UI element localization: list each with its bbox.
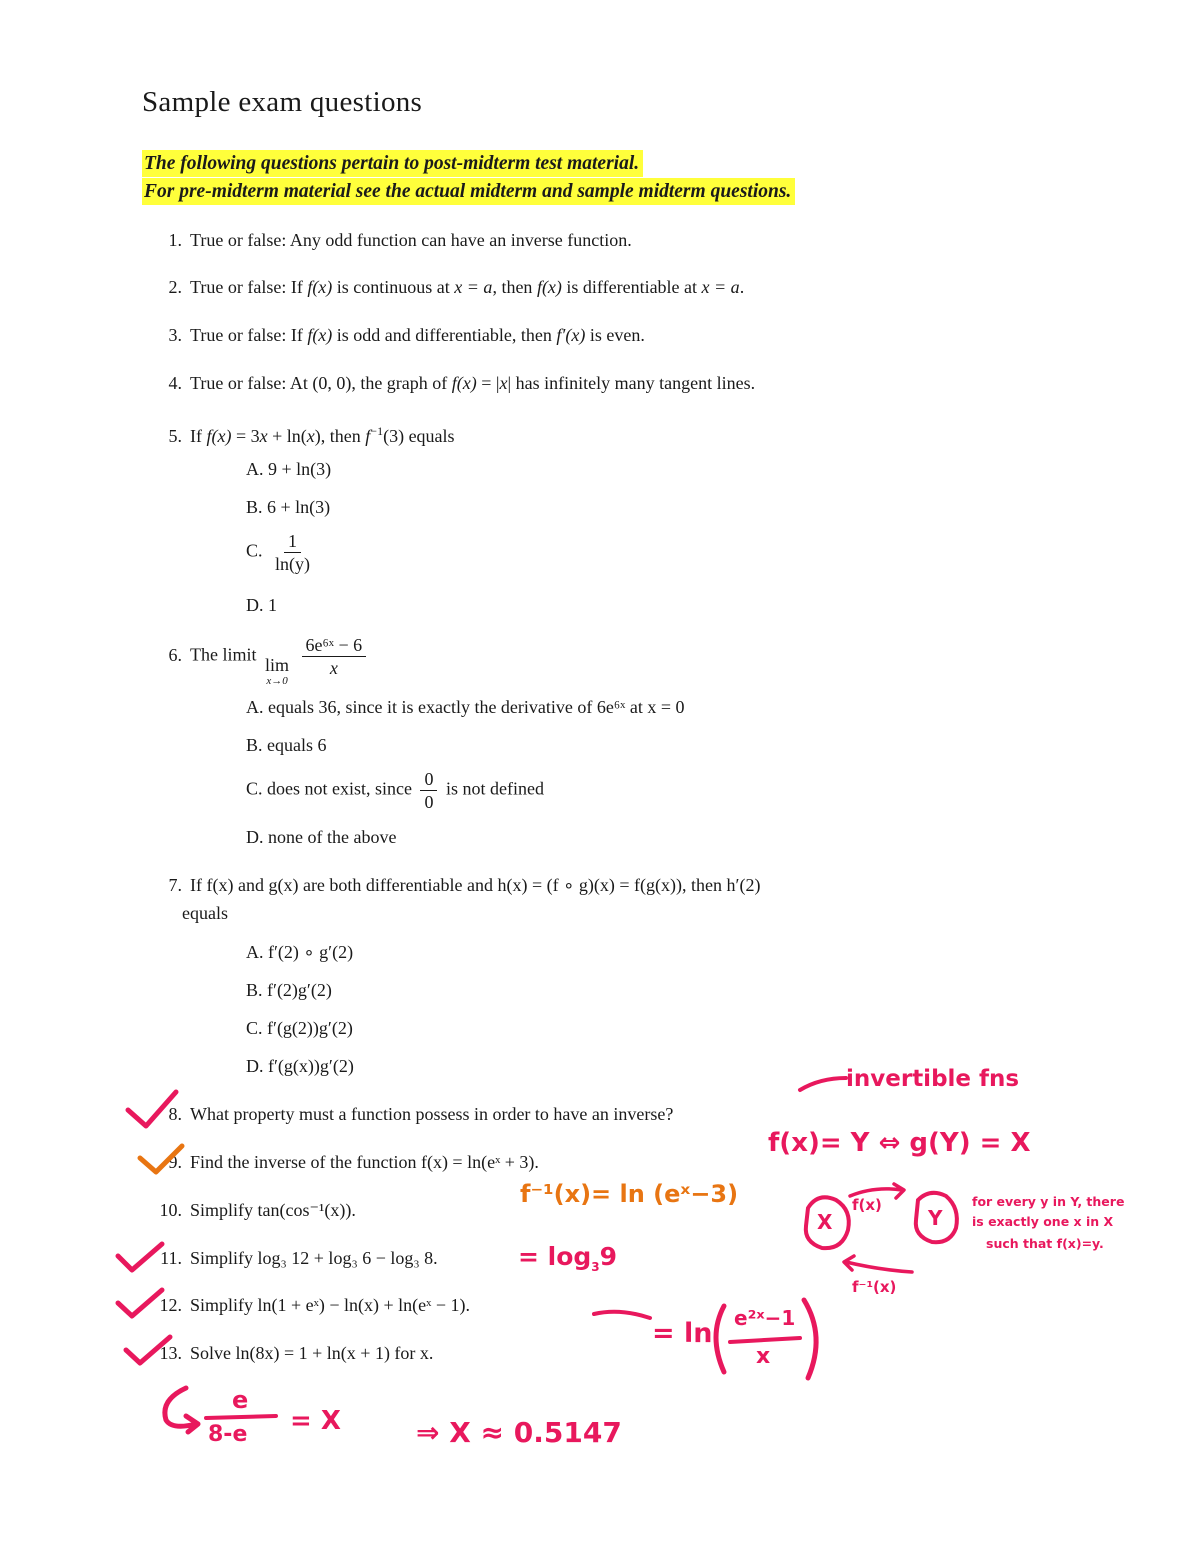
question-text: Simplify tan(cos⁻¹(x)).: [190, 1200, 356, 1220]
connector-line: [594, 1312, 650, 1318]
annotation-approx: ⇒ X ≈ 0.5147: [416, 1416, 622, 1449]
question-text-part: True or false: If: [190, 325, 308, 345]
question-text: Solve ln(8x) = 1 + ln(x + 1) for x.: [190, 1343, 434, 1363]
question-number: 7.: [168, 875, 182, 895]
question-number: 6.: [168, 644, 182, 665]
option-7c: C. f′(g(2))g′(2): [246, 1018, 353, 1038]
question-text-part: is odd and differentiable, then: [332, 325, 557, 345]
fraction-denominator: 0: [424, 792, 434, 812]
option-5a: A. 9 + ln(3): [246, 459, 332, 479]
math-expr: f(x): [307, 325, 333, 345]
question-text-part: , then: [492, 277, 537, 297]
question-9: [142, 1150, 539, 1174]
dash-stroke: [800, 1078, 846, 1090]
question-text: True or false: Any odd function can have an inverse function.: [190, 230, 632, 250]
annotation-equals-x: = X: [290, 1406, 341, 1436]
annotation-note-line2: is exactly one x in X: [972, 1214, 1114, 1229]
math-expr: f(x): [206, 426, 232, 446]
question-text: Simplify ln(1 + eˣ) − ln(x) + ln(eˣ − 1).: [190, 1295, 470, 1315]
fraction-denominator: x: [329, 658, 338, 678]
hook-arrow-icon: [165, 1388, 198, 1432]
annotation-fxy: f(x)= Y ⇔ g(Y) = X: [768, 1128, 1031, 1158]
fraction-bar-stroke: [730, 1338, 800, 1342]
option-text: C. does not exist, since: [246, 778, 412, 799]
question-8: [142, 1102, 673, 1126]
question-3: [142, 323, 645, 347]
annotation-ln-numerator: e²ˣ−1: [734, 1306, 796, 1330]
option-7b: B. f′(2)g′(2): [246, 980, 332, 1000]
fraction-bar-stroke: [206, 1416, 276, 1418]
question-text-part: (3) equals: [383, 426, 455, 446]
arrow-left-icon: [844, 1256, 912, 1272]
fraction: [302, 634, 367, 679]
question-text-part: ), then: [314, 426, 366, 446]
question-12: [142, 1293, 470, 1317]
math-expr: f(x): [451, 373, 477, 393]
question-text-part: .: [739, 277, 745, 297]
log-arg: 9: [599, 1242, 618, 1271]
annotation-x-set: X: [817, 1210, 833, 1234]
math-expr: f(x): [307, 277, 333, 297]
notice-line-1: The following questions pertain to post-midterm test material.: [142, 150, 643, 177]
math-expr: f′(x): [556, 325, 586, 345]
limit-operator: [265, 654, 290, 689]
question-text-part: = |: [476, 373, 500, 393]
question-11: [142, 1246, 438, 1270]
annotation-note-line3: such that f(x)=y.: [986, 1236, 1104, 1251]
question-text: If f(x) and g(x) are both differentiable and h(x) = (f ∘ g)(x) = f(g(x)), then h′(2): [190, 875, 761, 895]
question-13: [142, 1341, 433, 1365]
question-text-part: True or false: At (0, 0), the graph of: [190, 373, 452, 393]
question-text-part: is even.: [585, 325, 645, 345]
math-expr: x = a: [454, 277, 493, 297]
annotation-log-answer: [518, 1242, 617, 1274]
option-5c: [246, 530, 318, 575]
math-sup: −1: [370, 424, 384, 438]
question-text: Simplify log₃ 12 + log₃ 6 − log₃ 8.: [190, 1248, 438, 1268]
question-number: 5.: [168, 426, 182, 446]
math-expr: f(x): [536, 277, 562, 297]
question-text-part: | has infinitely many tangent lines.: [507, 373, 756, 393]
option-6b: B. equals 6: [246, 735, 327, 755]
log-base: 3: [591, 1260, 600, 1274]
annotation-e-denominator: 8-e: [208, 1422, 248, 1447]
question-text-part: The limit: [190, 644, 257, 665]
math-expr: x: [499, 373, 508, 393]
math-expr: x = a: [701, 277, 740, 297]
annotation-invertible: invertible fns: [846, 1066, 1020, 1092]
option-5d: D. 1: [246, 595, 277, 615]
question-number: 3.: [168, 325, 182, 345]
math-expr: x: [259, 426, 268, 446]
fraction-numerator: 6e⁶ˣ − 6: [302, 634, 367, 657]
question-text: What property must a function possess in order to have an inverse?: [190, 1104, 674, 1124]
option-6d: D. none of the above: [246, 827, 397, 847]
question-4: [142, 371, 755, 395]
question-number: 10.: [159, 1200, 182, 1220]
option-label: C.: [246, 540, 263, 561]
question-number: 8.: [168, 1104, 182, 1124]
question-7-line-2: equals: [182, 903, 228, 923]
question-text-part: is continuous at: [332, 277, 455, 297]
fraction-numerator: 0: [420, 768, 437, 791]
log-text: = log: [518, 1242, 592, 1271]
limit-text: lim: [265, 654, 290, 675]
question-7: [142, 873, 760, 897]
limit-subscript: x→0: [266, 674, 288, 687]
annotation-finverse: f⁻¹(x)= ln (eˣ−3): [520, 1180, 739, 1208]
question-text-part: is differentiable at: [561, 277, 702, 297]
left-paren-stroke: [716, 1306, 724, 1372]
annotation-fx-arrow: f(x): [852, 1196, 882, 1214]
question-text: Find the inverse of the function f(x) = ln(eˣ + 3).: [190, 1152, 539, 1172]
question-5: [142, 419, 455, 448]
math-expr: f: [365, 426, 371, 446]
option-5b: B. 6 + ln(3): [246, 497, 331, 517]
question-number: 1.: [168, 230, 182, 250]
fraction-denominator: ln(y): [275, 554, 311, 574]
question-number: 13.: [159, 1343, 182, 1363]
question-6: [142, 634, 370, 689]
annotation-ln-answer: = ln: [652, 1318, 713, 1349]
question-1: [142, 228, 632, 252]
question-10: [142, 1198, 356, 1222]
question-text-part: + ln(: [267, 426, 307, 446]
annotation-y-set: Y: [928, 1206, 943, 1230]
question-number: 4.: [168, 373, 182, 393]
question-number: 9.: [168, 1152, 182, 1172]
option-7d: D. f′(g(x))g′(2): [246, 1056, 354, 1076]
option-6a: A. equals 36, since it is exactly the derivative of 6e⁶ˣ at x = 0: [246, 697, 685, 717]
fraction-numerator: 1: [284, 530, 301, 553]
annotation-e-numerator: e: [232, 1386, 249, 1414]
annotation-ln-denominator: x: [756, 1344, 771, 1369]
question-number: 2.: [168, 277, 182, 297]
question-2: [142, 275, 744, 299]
notice-line-2: For pre-midterm material see the actual midterm and sample midterm questions.: [142, 178, 795, 205]
question-text-part: = 3: [231, 426, 260, 446]
annotation-note-line1: for every y in Y, there: [972, 1194, 1125, 1209]
question-number: 12.: [159, 1295, 182, 1315]
question-text-part: True or false: If: [190, 277, 308, 297]
page-title: Sample exam questions: [142, 86, 423, 118]
math-expr: x: [306, 426, 315, 446]
option-7a: A. f′(2) ∘ g′(2): [246, 942, 354, 962]
right-paren-stroke: [804, 1300, 816, 1378]
option-text: is not defined: [445, 778, 544, 799]
fraction: [420, 768, 437, 813]
option-6c: [246, 768, 544, 813]
question-number: 11.: [160, 1248, 182, 1268]
annotation-finv-arrow: f⁻¹(x): [852, 1278, 897, 1296]
question-text-part: If: [190, 426, 207, 446]
fraction: [271, 530, 314, 575]
